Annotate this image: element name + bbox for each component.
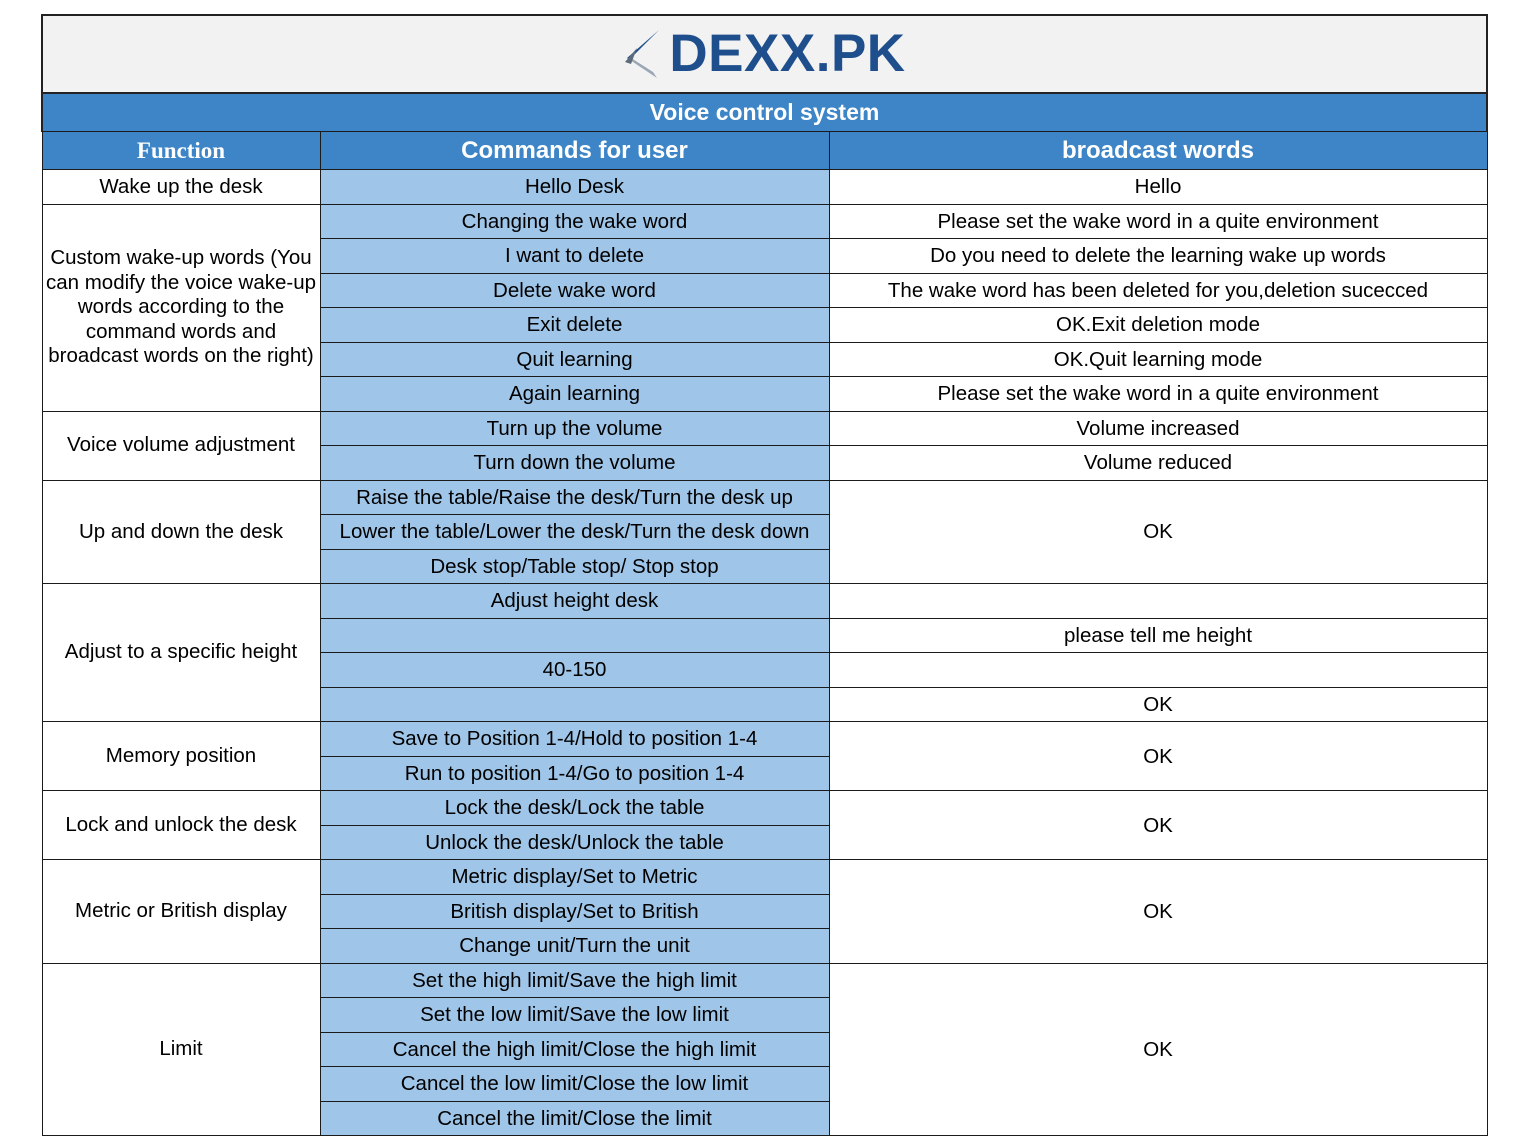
table-row: [42, 584, 1487, 619]
function-cell: Voice volume adjustment: [42, 411, 320, 480]
broadcast-cell: Please set the wake word in a quite environment: [829, 204, 1487, 239]
function-cell: Wake up the desk: [42, 170, 320, 205]
command-cell: [320, 618, 829, 653]
command-cell: Cancel the high limit/Close the high limit: [320, 1032, 829, 1067]
command-cell: Hello Desk: [320, 170, 829, 205]
table-row: [42, 170, 1487, 205]
command-cell: Adjust height desk: [320, 584, 829, 619]
command-cell: Cancel the limit/Close the limit: [320, 1101, 829, 1136]
command-cell: Turn up the volume: [320, 411, 829, 446]
command-cell: British display/Set to British: [320, 894, 829, 929]
broadcast-cell: [829, 653, 1487, 688]
command-cell: 40-150: [320, 653, 829, 688]
logo-row: [42, 15, 1487, 93]
broadcast-cell: OK: [829, 480, 1487, 584]
broadcast-cell: OK.Quit learning mode: [829, 342, 1487, 377]
broadcast-cell: OK: [829, 791, 1487, 860]
command-cell: Desk stop/Table stop/ Stop stop: [320, 549, 829, 584]
command-cell: Exit delete: [320, 308, 829, 343]
broadcast-cell: please tell me height: [829, 618, 1487, 653]
function-cell: Lock and unlock the desk: [42, 791, 320, 860]
voice-control-sheet: [41, 14, 1486, 1136]
broadcast-cell: Volume reduced: [829, 446, 1487, 481]
broadcast-cell: The wake word has been deleted for you,deletion sucecced: [829, 273, 1487, 308]
command-cell: Metric display/Set to Metric: [320, 860, 829, 895]
table-row: [42, 411, 1487, 446]
function-cell: Limit: [42, 963, 320, 1136]
function-cell: Custom wake-up words (You can modify the voice wake-up words according to the command words and broadcast words on the right): [42, 204, 320, 411]
command-cell: Unlock the desk/Unlock the table: [320, 825, 829, 860]
table-title: Voice control system: [42, 93, 1487, 132]
voice-control-table: [41, 14, 1488, 1136]
command-cell: Turn down the volume: [320, 446, 829, 481]
command-cell: Set the low limit/Save the low limit: [320, 998, 829, 1033]
command-cell: Quit learning: [320, 342, 829, 377]
broadcast-cell: OK: [829, 722, 1487, 791]
table-row: [42, 722, 1487, 757]
command-cell: Lower the table/Lower the desk/Turn the desk down: [320, 515, 829, 550]
command-cell: Set the high limit/Save the high limit: [320, 963, 829, 998]
title-row: [42, 93, 1487, 132]
command-cell: Change unit/Turn the unit: [320, 929, 829, 964]
command-cell: Delete wake word: [320, 273, 829, 308]
function-cell: Adjust to a specific height: [42, 584, 320, 722]
logo-cell: [42, 15, 1487, 93]
command-cell: Again learning: [320, 377, 829, 412]
table-row: [42, 963, 1487, 998]
function-cell: Memory position: [42, 722, 320, 791]
broadcast-cell: Please set the wake word in a quite environment: [829, 377, 1487, 412]
broadcast-cell: Volume increased: [829, 411, 1487, 446]
broadcast-cell: OK: [829, 963, 1487, 1136]
command-cell: I want to delete: [320, 239, 829, 274]
command-cell: Changing the wake word: [320, 204, 829, 239]
function-cell: Up and down the desk: [42, 480, 320, 584]
table-row: [42, 860, 1487, 895]
function-cell: Metric or British display: [42, 860, 320, 964]
broadcast-cell: Do you need to delete the learning wake up words: [829, 239, 1487, 274]
broadcast-cell: OK: [829, 687, 1487, 722]
brand-name: DEXX.PK: [669, 24, 906, 83]
header-row: [42, 132, 1487, 170]
command-cell: Run to position 1-4/Go to position 1-4: [320, 756, 829, 791]
header-broadcast: broadcast words: [829, 132, 1487, 170]
command-cell: Raise the table/Raise the desk/Turn the desk up: [320, 480, 829, 515]
broadcast-cell: Hello: [829, 170, 1487, 205]
header-commands: Commands for user: [320, 132, 829, 170]
header-function: Function: [42, 132, 320, 170]
table-row: [42, 480, 1487, 515]
table-row: [42, 791, 1487, 826]
broadcast-cell: OK.Exit deletion mode: [829, 308, 1487, 343]
command-cell: Lock the desk/Lock the table: [320, 791, 829, 826]
table-row: [42, 204, 1487, 239]
broadcast-cell: OK: [829, 860, 1487, 964]
command-cell: [320, 687, 829, 722]
command-cell: Save to Position 1-4/Hold to position 1-4: [320, 722, 829, 757]
dexx-swoosh-icon: [623, 28, 663, 80]
command-cell: Cancel the low limit/Close the low limit: [320, 1067, 829, 1102]
brand-logo: [47, 24, 1482, 84]
broadcast-cell: [829, 584, 1487, 619]
